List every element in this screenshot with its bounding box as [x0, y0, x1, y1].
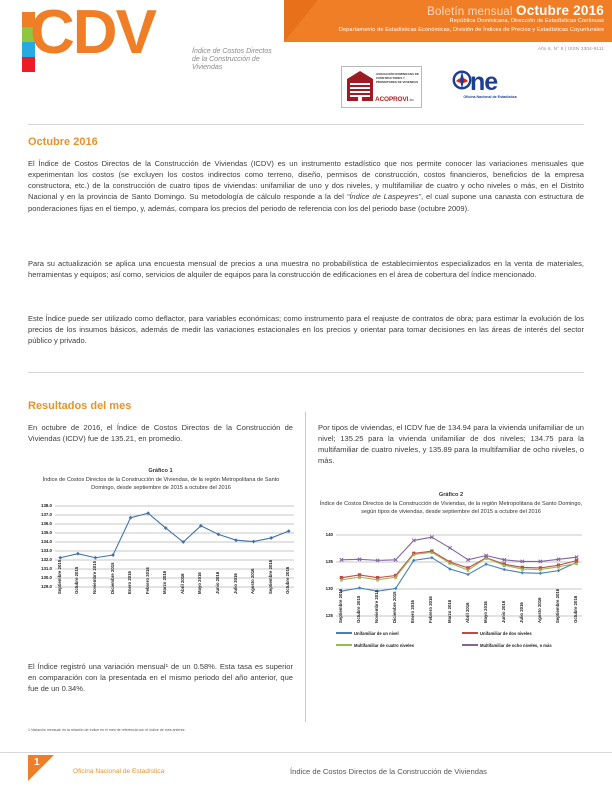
x-axis-tick: Julio 2016: [232, 573, 238, 594]
x-axis-tick: Octubre 2015: [356, 595, 362, 623]
intro-paragraph-2: Para su actualización se aplica una encuesta mensual de precios a una muestra no probabilística de establecimientos especializados en la venta de materiales, herramientas y equipos; así como, servicios de alquiler de equipos para la construcción de edificaciones en el área de cobertura del índice mencionado.: [28, 259, 584, 280]
one-wordmark: ne: [470, 68, 498, 96]
page-number-triangle: [28, 755, 54, 781]
header-subtitle-2: Departamento de Estadísticas Económicas, División de Índices de Precios y Estadísticas Coyunturales: [338, 27, 604, 33]
chart2-plot: [314, 533, 586, 678]
y-axis-tick: 129.0: [41, 584, 52, 589]
y-axis-tick: 130: [325, 586, 333, 591]
x-axis-tick: Mayo 2016: [197, 572, 203, 594]
y-axis-tick: 131.0: [41, 566, 52, 571]
x-axis-tick: Marzo 2016: [162, 570, 168, 594]
x-axis-tick: Noviembre 2015: [374, 590, 380, 623]
chart2-title: Gráfico 2: [438, 492, 464, 498]
page-number: 1: [34, 757, 40, 768]
legend-color-swatch: [336, 632, 352, 634]
resultados-left-paragraph-2: El Índice registró una variación mensual¹ de un 0.58%. Esta tasa es superior en comparación con la presentada en el mismo periodo del año anterior, que fue de un 0.34%.: [28, 662, 293, 694]
acoprovi-acronym: ACOPROVI: [375, 96, 409, 103]
y-axis-tick: 133.0: [41, 548, 52, 553]
x-axis-tick: Septiembre 2015: [338, 588, 344, 623]
x-axis-tick: Febrero 2016: [428, 596, 434, 623]
y-axis-tick: 134.0: [41, 539, 52, 544]
header-divider: [28, 124, 584, 125]
x-axis-tick: Octubre 2016: [285, 566, 291, 594]
chart1-plot: [28, 504, 298, 634]
x-axis-tick: Diciembre 2015: [392, 591, 398, 623]
chart2-legend-item: [462, 631, 532, 636]
one-caption: Oficina Nacional de Estadística: [463, 95, 517, 99]
resultados-right-paragraph-1: Por tipos de viviendas, el ICDV fue de 134.94 para la vivienda unifamiliar de un nivel; 135.25 para la vivienda unifamiliar de dos niveles; 134.75 para la multifamiliar de cuatro niveles, y 135.89 para la multifamiliar de ocho niveles, o más.: [318, 423, 584, 466]
x-axis-tick: Octubre 2015: [74, 566, 80, 594]
y-axis-tick: 137.0: [41, 512, 52, 517]
bulletin-month: Octubre 2016: [516, 3, 604, 18]
legend-label: Multifamiliar de ocho niveles, o más: [480, 643, 552, 648]
header-subtitle-1: República Dominicana, Dirección de Estadísticas Continuas: [449, 18, 604, 24]
chart2-subtitle: Índice de Costos Directos de la Construcción de Viviendas, de la región Metropolitana de Santo Domingo, según tipos de viviendas, desde septiembre del 2015 a octubre del 2016: [319, 501, 583, 515]
header-issn: Año 6, N° 8 | ISSN 2304-9111: [537, 46, 604, 51]
y-axis-tick: 132.0: [41, 557, 52, 562]
intro-p1-text: El Índice de Costos Directos de la Construcción de Viviendas (ICDV) es un instrumento estadístico que nos permite conocer las variaciones mensuales que experimentan los costos (se excluyen los costos indirectos como terreno, diseño, permisos de construcción, costos financieros, beneficios de la empresa constructora, etc.) de la construcción de cuatro tipos de viviendas: unifamiliar de uno y dos niveles, y multifamiliar de cuatro y ocho niveles o más, en el Distrito Nacional y en la provincia de Santo Domingo. Su metodología de cálculo responde a la del: [28, 159, 584, 202]
footer-document-title: Índice de Costos Directos de la Construcción de Viviendas: [290, 767, 487, 776]
footnote-variacion: 1 Variación mensual: es la relación de índice en el mes de referencia con el índice de mes anterior.: [28, 728, 186, 732]
y-axis-tick: 130.0: [41, 575, 52, 580]
y-axis-tick: 125: [325, 613, 333, 618]
intro-paragraph-1: [28, 158, 584, 214]
legend-color-swatch: [336, 644, 352, 646]
bulletin-label: Boletín mensual: [427, 6, 517, 18]
x-axis-tick: Enero 2016: [127, 571, 133, 594]
x-axis-tick: Septiembre 2015: [56, 559, 62, 594]
legend-color-swatch: [462, 632, 478, 634]
bulletin-title: [300, 3, 604, 18]
legend-label: Multifamiliar de cuatro niveles: [354, 643, 415, 648]
x-axis-tick: Diciembre 2015: [109, 562, 115, 594]
x-axis-tick: Septiembre 2016: [267, 559, 273, 594]
intro-divider: [28, 372, 584, 373]
icdv-logo-text: CDV: [30, 0, 155, 67]
y-axis-tick: 136.0: [41, 521, 52, 526]
legend-color-swatch: [462, 644, 478, 646]
x-axis-tick: Enero 2016: [410, 600, 416, 623]
page-header: [0, 0, 612, 122]
x-axis-tick: Abril 2016: [179, 573, 185, 594]
legend-label: Unifamiliar de un nivel: [354, 631, 399, 636]
legend-label: Unifamiliar de dos niveles: [480, 631, 532, 636]
x-axis-tick: Agosto 2016: [250, 568, 256, 594]
intro-p1-italic: “Índice de Laspeyres”: [346, 192, 422, 202]
x-axis-tick: Marzo 2016: [446, 599, 452, 623]
x-axis-tick: Julio 2016: [518, 602, 524, 623]
x-axis-tick: Septiembre 2016: [555, 588, 561, 623]
icdv-logo-letters: [30, 0, 155, 67]
chart2-legend-item: [336, 631, 399, 636]
x-axis-tick: Junio 2016: [215, 571, 221, 594]
chart2-legend-item: [336, 643, 414, 648]
x-axis-tick: Abril 2016: [464, 602, 470, 623]
y-axis-tick: 135: [325, 559, 333, 564]
x-axis-tick: Noviembre 2015: [92, 561, 98, 594]
footer-divider: [0, 752, 612, 753]
acoprovi-description: ASOCIACIÓN DOMINICANA DE CONSTRUCTORES Y PROMOTORES DE VIVIENDAS: [376, 72, 419, 85]
icdv-logo-caption: Índice de Costos Directos de la Construcción de Viviendas: [192, 48, 272, 72]
x-axis-tick: Junio 2016: [500, 600, 506, 623]
chart1-title: Gráfico 1: [148, 468, 173, 474]
acoprovi-name: [375, 96, 414, 103]
y-axis-tick: 135.0: [41, 530, 52, 535]
acoprovi-suffix: , Inc.: [408, 98, 415, 102]
x-axis-tick: Octubre 2016: [573, 595, 579, 623]
resultados-title: Resultados del mes: [28, 400, 132, 412]
column-divider: [305, 412, 306, 722]
building-icon: [347, 71, 373, 101]
y-axis-tick: 140: [325, 532, 333, 537]
intro-paragraph-3: Este Índice puede ser utilizado como deflactor, para variables económicas; como instrumento para el reajuste de contratos de obra; para estimar la evolución de los precios de los insumos básicos, además de medir las variaciones estacionales en los precios y orientar para tomar decisiones en las áreas de interés del sector público y privado.: [28, 314, 584, 346]
chart1-subtitle: Índice de Costos Directos de la Construcción de Viviendas, de la región Metropolitana de Santo Domingo, desde septiembre de 2015 a octubre del 2016: [42, 477, 280, 491]
one-logo: [452, 68, 528, 104]
y-axis-tick: 138.0: [41, 503, 52, 508]
chart2-legend-item: [462, 643, 552, 648]
one-emblem-icon: [452, 69, 472, 93]
resultados-left-paragraph-1: En octubre de 2016, el Índice de Costos Directos de la Construcción de Viviendas (ICDV) fue de 135.21, en promedio.: [28, 423, 293, 444]
footer-organization: Oficina Nacional de Estadística: [73, 768, 165, 775]
x-axis-tick: Mayo 2016: [482, 601, 488, 623]
x-axis-tick: Febrero 2016: [144, 567, 150, 594]
x-axis-tick: Agosto 2016: [536, 597, 542, 623]
intro-title: Octubre 2016: [28, 136, 98, 148]
acoprovi-logo: [341, 66, 422, 108]
intro-p1-rest: , el cual supone una canasta con estructura de ponderaciones fijas en el tiempo, y, además, compara los precios del periodo de referencia con los del periodo base (octubre 2009).: [28, 192, 584, 213]
